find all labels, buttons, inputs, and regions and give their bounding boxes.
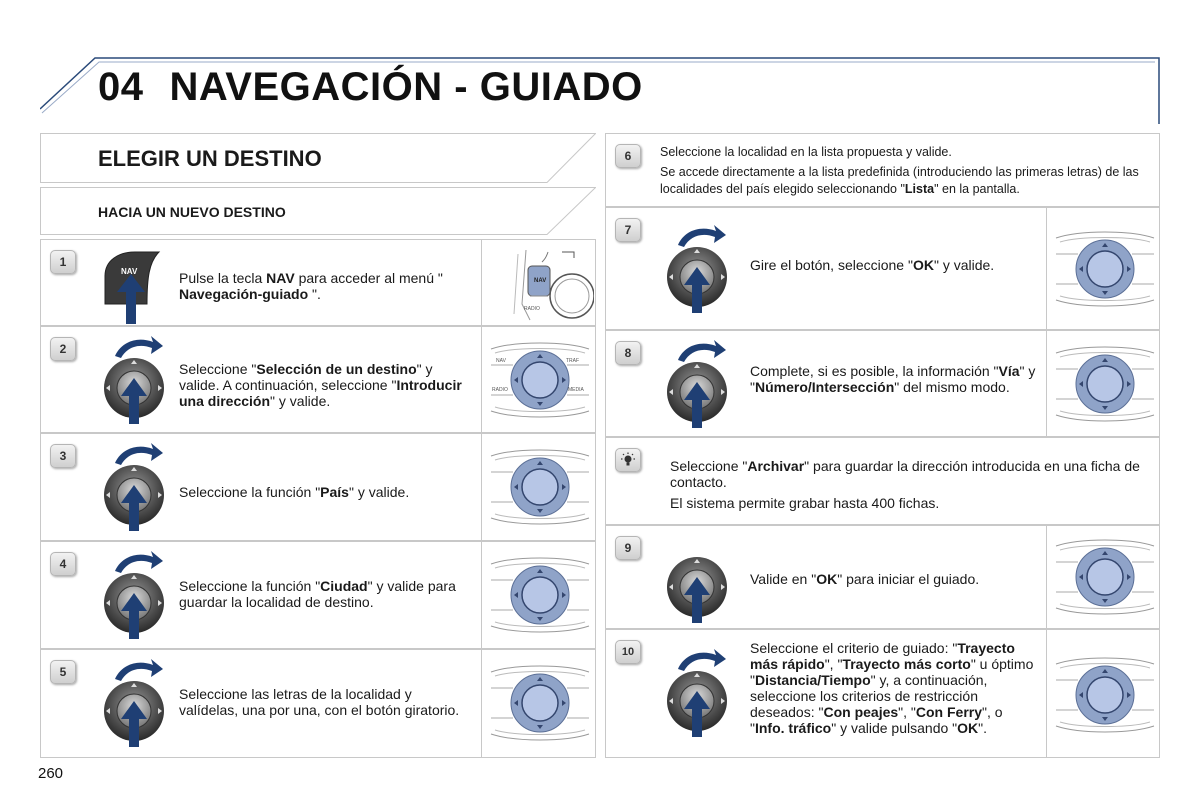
step-9-panel — [605, 525, 1160, 629]
tip-text: Seleccione "Archivar" para guardar la dirección introducida en una ficha de contacto. El sistema permite grabar hasta 400 fichas. — [670, 458, 1140, 511]
rotary-knob-icon — [664, 220, 734, 316]
control-panel-icon — [485, 550, 595, 640]
step-10-panel — [605, 629, 1160, 758]
subsection-banner — [40, 187, 596, 235]
step-9-text: Valide en "OK" para iniciar el guiado. — [750, 571, 980, 587]
rotary-knob-icon — [101, 438, 171, 534]
step-8-text: Complete, si es posible, la información "Vía" y "Número/Intersección" del mismo modo. — [750, 363, 1036, 395]
step-7-text: Gire el botón, seleccione "OK" y valide. — [750, 257, 995, 273]
step-number-badge: 8 — [615, 341, 641, 365]
step-2-panel — [40, 326, 596, 433]
step-number-badge: 6 — [615, 144, 641, 168]
chapter-number: 04 — [98, 65, 144, 109]
control-panel-icon — [485, 335, 595, 425]
control-panel-icon — [1050, 650, 1160, 740]
dashboard-nav-icon — [486, 244, 594, 324]
rotary-knob-icon — [664, 335, 734, 431]
step-3-panel — [40, 433, 596, 541]
control-panel-icon — [485, 658, 595, 748]
step-number-badge: 2 — [50, 337, 76, 361]
page-number: 260 — [38, 765, 64, 782]
subsection-title: HACIA UN NUEVO DESTINO — [98, 204, 286, 220]
step-number-badge: 9 — [615, 536, 641, 560]
chapter-title — [98, 65, 643, 110]
console-nav-label: NAV — [496, 358, 506, 364]
step-number-badge: 1 — [50, 250, 76, 274]
step-10-text: Seleccione el criterio de guiado: "Trayecto más rápido", "Trayecto más corto" u óptimo "Distancia/Tiempo" y, a continuación, seleccione los criterios de restricción deseados: "Con peajes", "Con Ferry", o "Info. tráfico" y valide pulsando "OK". — [750, 640, 1034, 736]
step-1-panel — [40, 239, 596, 326]
dashboard-radio-label: RADIO — [524, 306, 540, 312]
section-title: ELEGIR UN DESTINO — [98, 146, 322, 171]
step-8-panel — [605, 330, 1160, 437]
rotary-knob-icon — [101, 546, 171, 642]
chapter-name: NAVEGACIÓN - GUIADO — [169, 65, 643, 109]
step-3-text: Seleccione la función "País" y valide. — [179, 484, 410, 500]
step-number-badge: 7 — [615, 218, 641, 242]
rotary-knob-icon — [101, 331, 171, 427]
nav-key-icon — [101, 248, 171, 328]
rotary-knob-icon — [101, 654, 171, 750]
console-radio-label: RADIO — [492, 387, 508, 393]
step-4-text: Seleccione la función "Ciudad" y valide para guardar la localidad de destino. — [179, 578, 456, 610]
step-5-text: Seleccione las letras de la localidad y valídelas, una por una, con el botón giratorio. — [179, 686, 460, 718]
rotary-knob-icon — [664, 530, 734, 626]
console-media-label: MEDIA — [568, 387, 584, 393]
chapter-header — [40, 57, 1160, 125]
step-number-badge: 3 — [50, 444, 76, 468]
step-7-panel — [605, 207, 1160, 330]
console-traf-label: TRAF — [566, 358, 580, 364]
tip-badge — [615, 448, 641, 472]
section-banner — [40, 133, 596, 183]
dashboard-nav-label: NAV — [534, 278, 547, 284]
control-panel-icon — [1050, 224, 1160, 314]
control-panel-icon — [1050, 339, 1160, 429]
lightbulb-icon — [620, 452, 636, 468]
step-number-badge: 5 — [50, 660, 76, 684]
step-4-panel — [40, 541, 596, 649]
tip-panel — [605, 437, 1160, 525]
nav-key-label: NAV — [121, 267, 138, 276]
step-5-panel — [40, 649, 596, 758]
step-number-badge: 10 — [615, 640, 641, 664]
step-6-text: Seleccione la localidad en la lista propuesta y valide. Se accede directamente a la lista predefinida (introduciendo las primeras letras) de las localidades del país elegido seleccionando "Lista" en la pantalla. — [660, 145, 1139, 196]
control-panel-icon — [485, 442, 595, 532]
rotary-knob-icon — [664, 644, 734, 740]
step-number-badge: 4 — [50, 552, 76, 576]
step-2-text: Seleccione "Selección de un destino" y valide. A continuación, seleccione "Introducir una dirección" y valide. — [179, 361, 462, 409]
control-panel-icon — [1050, 532, 1160, 622]
step-6-panel — [605, 133, 1160, 207]
step-1-text: Pulse la tecla NAV para acceder al menú " Navegación-guiado ". — [179, 270, 443, 302]
